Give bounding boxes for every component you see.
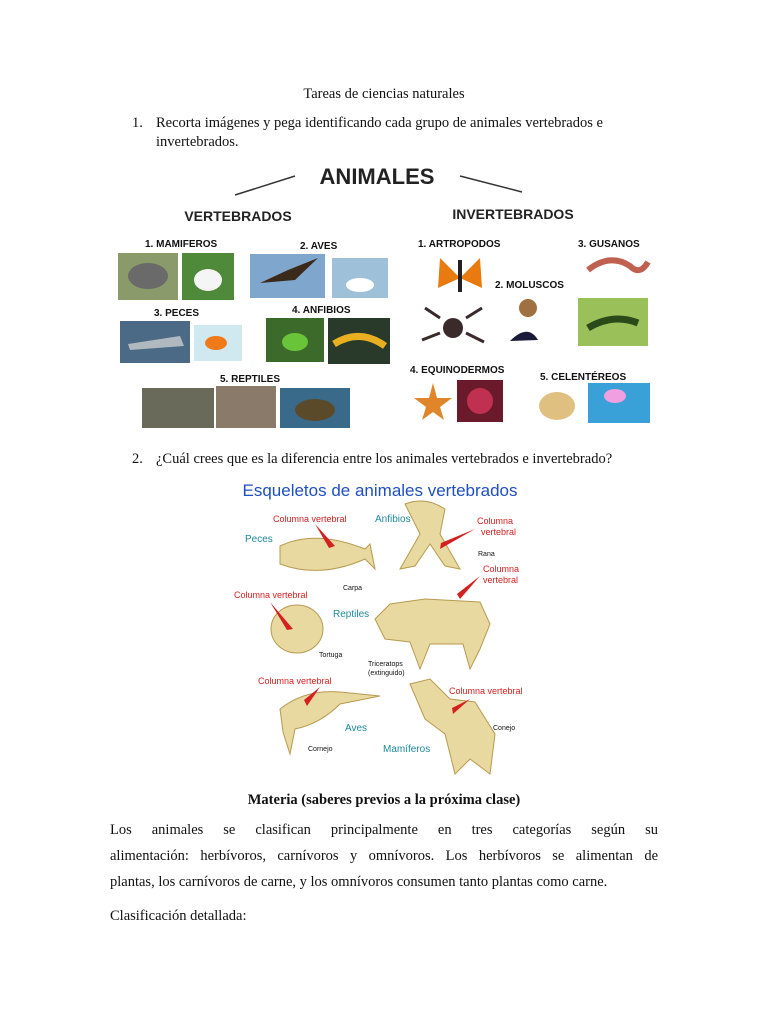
question-number: 2. — [132, 451, 143, 467]
label-triceratops: Triceratops — [368, 661, 403, 668]
label-aves: Aves — [345, 723, 368, 734]
label-conejo: Conejo — [493, 725, 516, 732]
vertebrados-heading: VERTEBRADOS — [184, 208, 292, 224]
invertebrados-heading: INVERTEBRADOS — [452, 206, 574, 222]
label-equinodermos: 4. EQUINODERMOS — [410, 365, 505, 376]
sponge-image — [539, 392, 575, 420]
label-aves: 2. AVES — [300, 241, 338, 252]
triceratops-skeleton — [375, 599, 490, 669]
crocodile-photo — [142, 388, 214, 428]
label-cornejo: Cornejo — [308, 746, 333, 753]
label-columna-peces: Columna vertebral — [273, 514, 347, 524]
arrow-icon — [440, 529, 475, 549]
label-artropodos: 1. ARTROPODOS — [418, 239, 501, 250]
label-celentereos: 5. CELENTÉREOS — [540, 372, 627, 383]
arrow-icon — [457, 576, 480, 599]
label-peces: 3. PECES — [154, 308, 200, 319]
label-gusanos: 3. GUSANOS — [578, 239, 640, 250]
document-title: Tareas de ciencias naturales — [303, 86, 465, 102]
label-columna-triceratops-1: Columna — [483, 564, 520, 574]
label-columna-conejo: Columna vertebral — [449, 686, 523, 696]
snake-photo — [216, 386, 276, 428]
spider-image — [443, 318, 463, 338]
paragraph — [110, 817, 658, 895]
paragraph-line: Los animales se clasifican principalmente en tres categorías según su — [110, 822, 658, 838]
section-heading: Materia (saberes previos a la próxima clase) — [247, 792, 521, 808]
elephant-shape — [128, 263, 168, 289]
worm-image — [588, 260, 648, 270]
question-text: Recorta imágenes y pega identificando cada grupo de animales vertebrados e invertebrados. — [156, 115, 603, 150]
label-tortuga: Tortuga — [319, 652, 343, 659]
question-number: 1. — [132, 115, 143, 131]
skeletons-figure — [225, 474, 545, 782]
paragraph-line: plantas, los carnívoros de carne, y los omnívoros consumen tanto plantas como carne. — [110, 874, 608, 890]
turtle-skeleton — [271, 605, 323, 653]
animals-classification-figure — [110, 158, 660, 433]
label-carpa: Carpa — [343, 585, 363, 592]
paragraph-line: alimentación: herbívoros, carnívoros y omnívoros. Los herbívoros se alimentan de — [110, 848, 658, 864]
subheading: Clasificación detallada: — [110, 908, 247, 924]
frog-skeleton — [400, 501, 460, 569]
label-columna-rana-2: vertebral — [481, 527, 517, 537]
label-anfibios: 4. ANFIBIOS — [292, 305, 351, 316]
question-text: ¿Cuál crees que es la diferencia entre los animales vertebrados e invertebrado? — [156, 451, 613, 467]
label-mamiferos: Mamíferos — [383, 744, 431, 755]
label-extinguido: (extinguido) — [368, 670, 405, 677]
label-reptiles: Reptiles — [333, 609, 370, 620]
label-mamiferos: 1. MAMIFEROS — [145, 239, 218, 250]
label-columna-rana-1: Columna — [477, 516, 514, 526]
label-columna-tortuga: Columna vertebral — [234, 590, 308, 600]
label-reptiles: 5. REPTILES — [220, 374, 281, 385]
figure1-title: ANIMALES — [319, 164, 435, 189]
figure2-title: Esqueletos de animales vertebrados — [242, 481, 518, 500]
label-peces: Peces — [245, 534, 273, 545]
snail-image — [519, 299, 537, 317]
label-columna-aves: Columna vertebral — [258, 676, 332, 686]
jellyfish-photo — [588, 383, 650, 423]
label-moluscos: 2. MOLUSCOS — [495, 280, 564, 291]
label-columna-triceratops-2: vertebral — [483, 575, 519, 585]
starfish-image — [414, 383, 452, 420]
label-anfibios: Anfibios — [375, 514, 411, 525]
mussel-image — [510, 332, 538, 341]
label-rana: Rana — [478, 551, 495, 558]
